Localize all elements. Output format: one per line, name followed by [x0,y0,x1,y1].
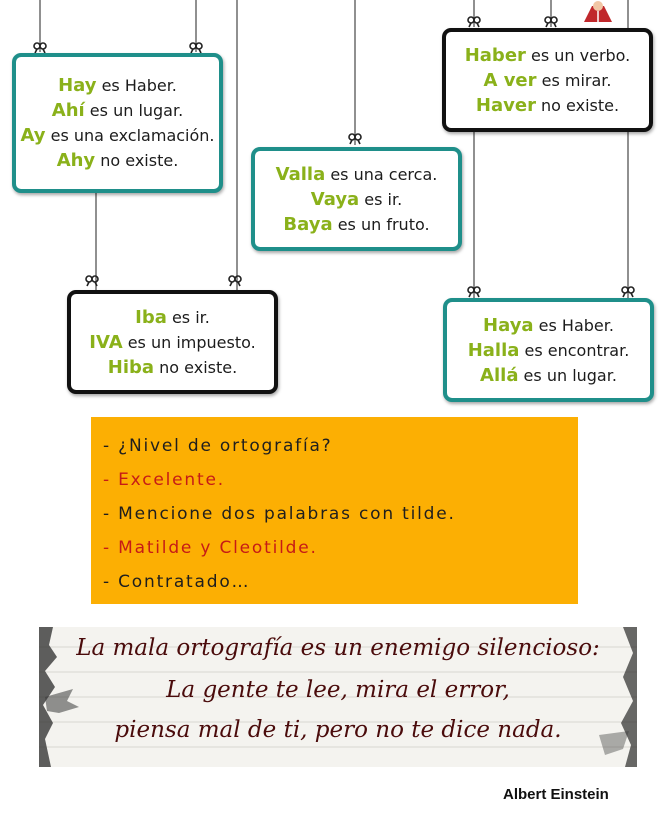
joke-line: - Mencione dos palabras con tilde. [103,504,456,524]
joke-line: - Excelente. [103,470,225,490]
sign-valla-vaya-baya [251,147,462,251]
quote-line: La mala ortografía es un enemigo silencioso: [76,635,600,661]
quote-line: piensa mal de ti, pero no te dice nada. [114,717,562,743]
cartoon-figure-icon [584,1,612,22]
quote-author: Albert Einstein [503,786,609,803]
sign-line: Haya es Haber. [483,314,614,336]
quote-banner [39,627,637,767]
sign-line: Ay es una exclamación. [20,125,215,146]
joke-line: - Contratado… [103,572,251,592]
joke-line: - Matilde y Cleotilde. [103,538,318,558]
sign-line: Vaya es ir. [310,188,403,210]
sign-line: Haber es un verbo. [464,44,631,66]
sign-line: Haver no existe. [475,94,620,116]
sign-line: Hay es Haber. [58,75,177,96]
sign-haber-a-ver-haver [442,28,653,132]
sign-haya-halla-alla [443,298,654,402]
sign-line: A ver es mirar. [483,69,612,91]
joke-dialogue-box [91,417,578,604]
sign-line: Iba es ir. [135,306,210,328]
sign-line: Ahí es un lugar. [51,100,184,121]
sign-line: Valla es una cerca. [275,163,438,185]
sign-line: Halla es encontrar. [467,339,630,361]
sign-line: IVA es un impuesto. [89,331,256,353]
sign-hay-ahi-ay [12,53,223,193]
quote-line: La gente te lee, mira el error, [166,677,510,703]
joke-line: - ¿Nivel de ortografía? [103,436,333,456]
sign-iba-iva-hiba [67,290,278,394]
sign-line: Baya es un fruto. [283,213,430,235]
sign-line: Ahy no existe. [56,150,179,171]
sign-line: Allá es un lugar. [480,364,617,386]
sign-line: Hiba no existe. [107,356,238,378]
